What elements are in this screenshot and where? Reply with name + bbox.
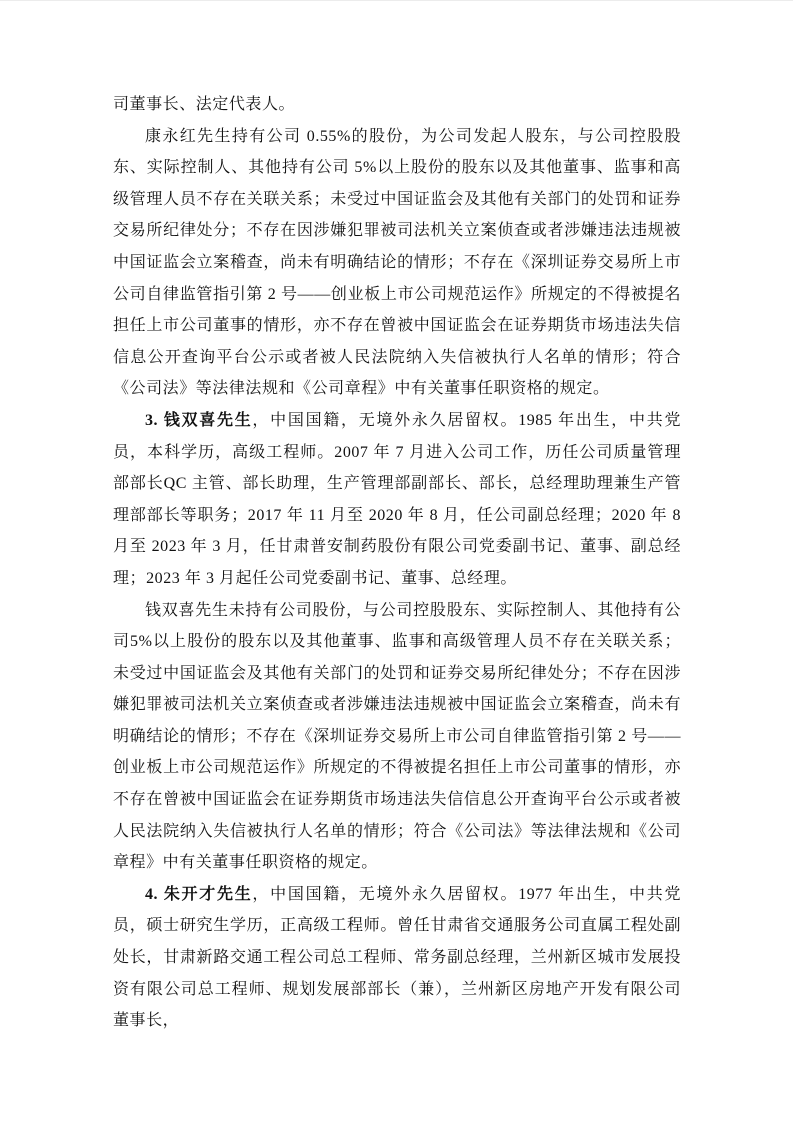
paragraph-text: 司董事长、法定代表人。 [113,96,296,113]
paragraph [113,89,681,121]
paragraph-text: 钱双喜先生未持有公司股份，与公司控股股东、实际控制人、其他持有公司5%以上股份的股东以及其他董事、监事和高级管理人员不存在关联关系；未受过中国证监会及其他有关部门的处罚和证券交易所纪律处分；不存在因涉嫌犯罪被司法机关立案侦查或者涉嫌违法违规被中国证监会立案稽查，尚未有明确结论的情形；不存在《深圳证券交易所上市公司自律监管指引第 2 号——创业板上市公司规范运作》所规定的不得被提名担任上市公司董事的情形，亦不存在曾被中国证监会在证券期货市场违法失信信息公开查询平台公示或者被人民法院纳入失信被执行人名单的情形；符合《公司法》等法律法规和《公司章程》中有关董事任职资格的规定。 [113,601,681,872]
paragraph [113,879,681,1037]
paragraph [113,405,681,595]
document-body [113,89,681,1037]
paragraph-text: ，中国国籍，无境外永久居留权。1985 年出生，中共党员，本科学历，高级工程师。2007 年 7 月进入公司工作，历任公司质量管理部部长QC 主管、部长助理，生产管理部副部长、部长，总经理助理兼生产管理部部长等职务；2017 年 11 月至 2020 年 8 月，任公司副总经理；2020 年 8 月至 2023 年 3 月，任甘肃普安制药股份有限公司党委副书记、董事、副总经理；2023 年 3 月起任公司党委副书记、董事、总经理。 [113,411,681,587]
person-name-lead: 3. 钱双喜先生 [145,411,253,429]
paragraph-text: 康永红先生持有公司 0.55%的股份，为公司发起人股东，与公司控股股东、实际控制人、其他持有公司 5%以上股份的股东以及其他董事、监事和高级管理人员不存在关联关系；未受过中国证监会及其他有关部门的处罚和证券交易所纪律处分；不存在因涉嫌犯罪被司法机关立案侦查或者涉嫌违法违规被中国证监会立案稽查，尚未有明确结论的情形；不存在《深圳证券交易所上市公司自律监管指引第 2 号——创业板上市公司规范运作》所规定的不得被提名担任上市公司董事的情形，亦不存在曾被中国证监会在证券期货市场违法失信信息公开查询平台公示或者被人民法院纳入失信被执行人名单的情形；符合《公司法》等法律法规和《公司章程》中有关董事任职资格的规定。 [113,127,681,398]
paragraph [113,595,681,879]
paragraph-text: ，中国国籍，无境外永久居留权。1977 年出生，中共党员，硕士研究生学历，正高级工程师。曾任甘肃省交通服务公司直属工程处副处长，甘肃新路交通工程公司总工程师、常务副总经理，兰州新区城市发展投资有限公司总工程师、规划发展部部长（兼），兰州新区房地产开发有限公司董事长， [113,885,681,1030]
paragraph [113,121,681,405]
person-name-lead: 4. 朱开才先生 [145,885,253,903]
